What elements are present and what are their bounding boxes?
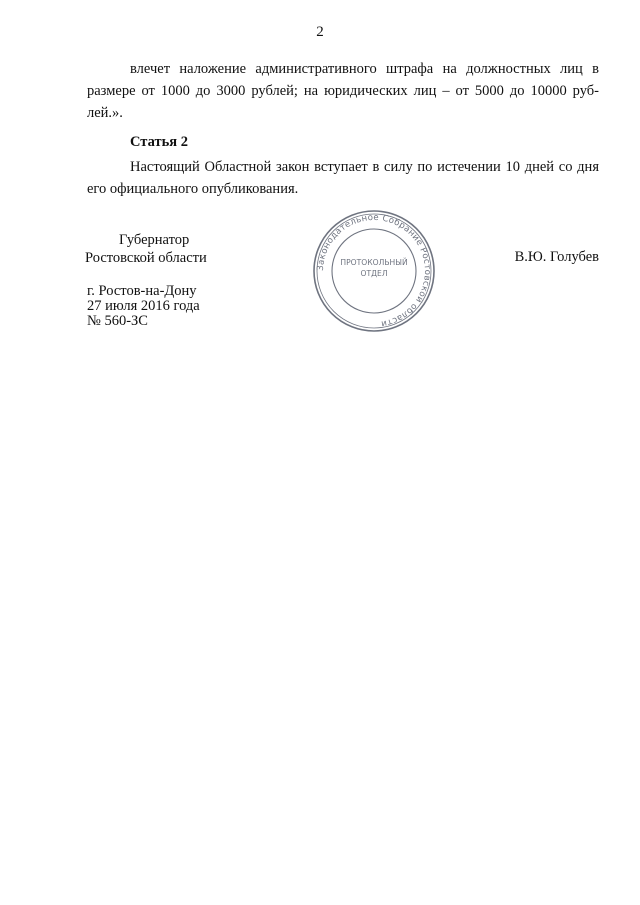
governor-region: Ростовской области [85,250,207,266]
article-heading: Статья 2 [130,134,188,150]
seal-inner-line-1: ПРОТОКОЛЬНЫЙ [340,258,408,267]
document-meta [87,284,200,329]
governor-block [85,231,207,267]
place: г. Ростов-на-Дону [87,283,197,299]
page-number: 2 [316,24,324,40]
seal-outer-text: Законодательное Собрание Ростовской области [315,212,433,329]
date: 27 июля 2016 года [87,298,200,314]
official-seal-stamp [310,208,438,334]
seal-inner-line-2: ОТДЕЛ [360,269,388,278]
law-number: № 560-ЗС [87,313,148,329]
governor-name: В.Ю. Голубев [514,249,599,265]
paragraph-penalty: влечет наложение административного штрафа на должностных лиц в размере от 1000 до 3000 рублей; на юридических лиц – от 5000 до 10000 руб-лей.». [87,61,599,121]
governor-title: Губернатор [119,232,190,248]
paragraph-effective-date: Настоящий Областной закон вступает в силу по истечении 10 дней со дня его официального опубликования. [87,159,599,197]
